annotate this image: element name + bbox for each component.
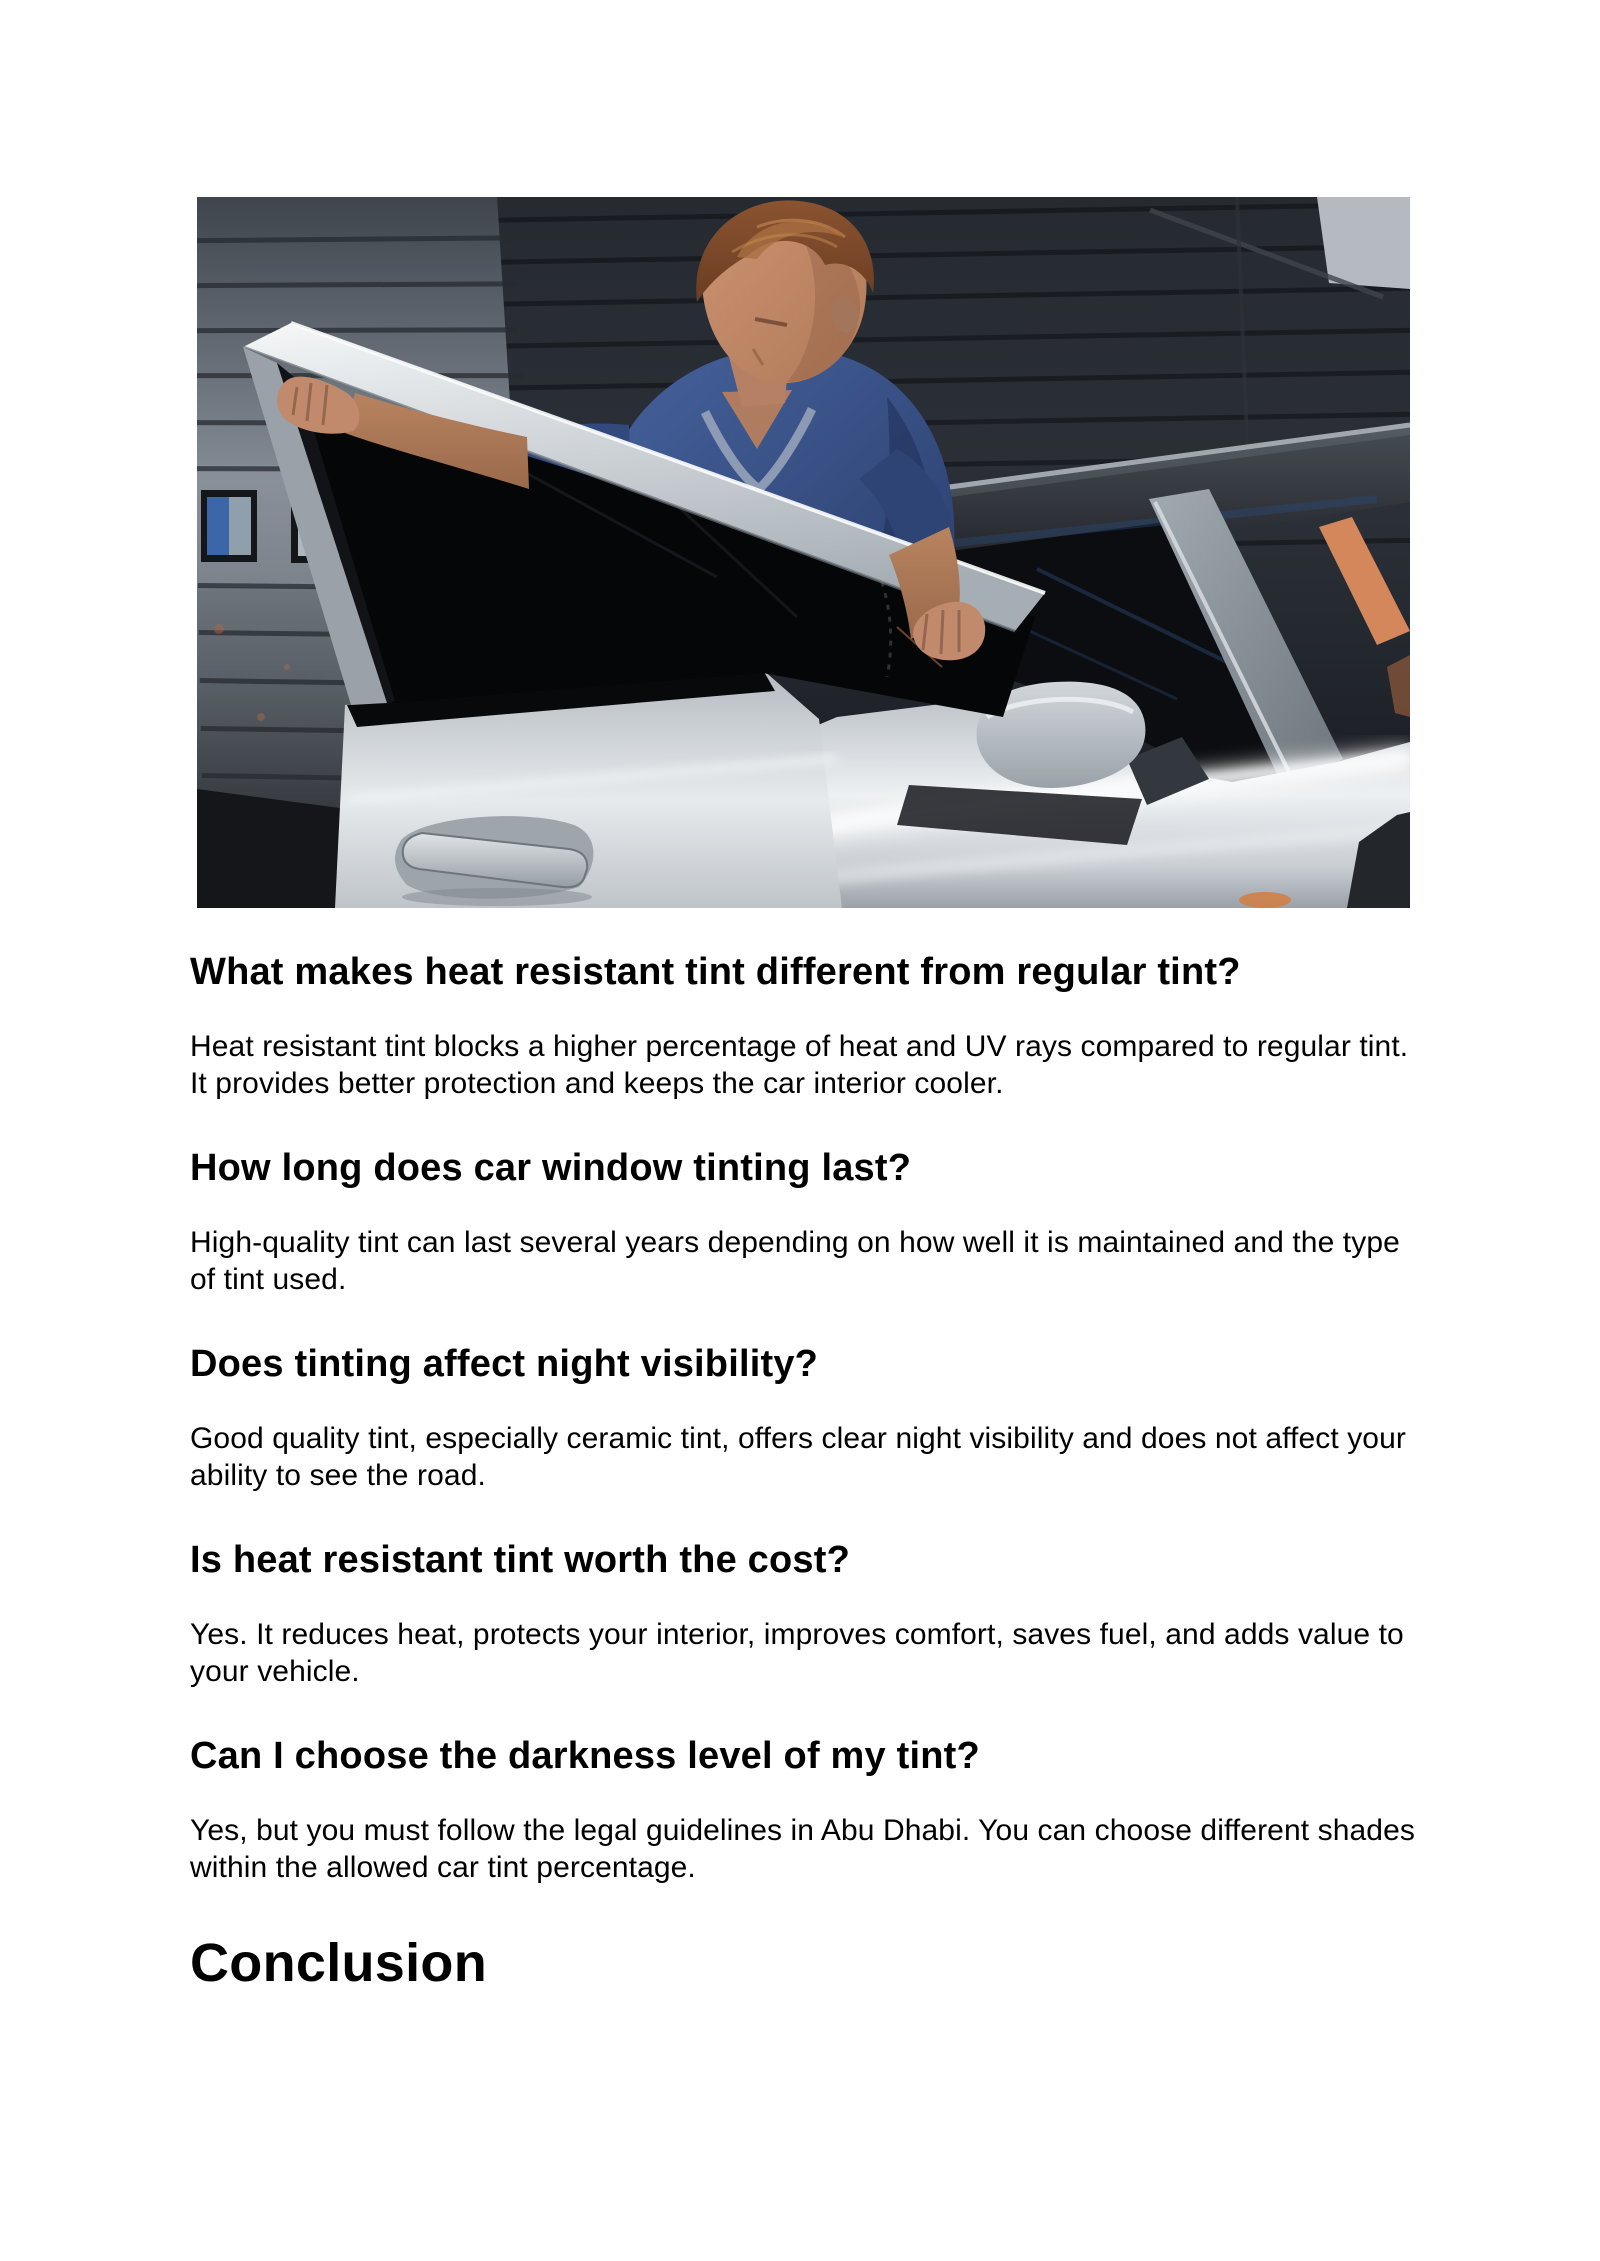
- faq-paragraph-5: Yes, but you must follow the legal guidelines in Abu Dhabi. You can choose different shades within the allowed car tint percentage.: [190, 1814, 1415, 1884]
- faq-heading-3: Does tinting affect night visibility?: [190, 1343, 819, 1385]
- tint-photo-illustration: [197, 197, 1410, 908]
- car-door: [335, 669, 842, 908]
- garage-window-left: [201, 490, 257, 562]
- faq-paragraph-3: Good quality tint, especially ceramic tint, offers clear night visibility and does not affect your ability to see the road.: [190, 1422, 1406, 1492]
- door-handle: [395, 816, 593, 906]
- turn-signal-light: [1239, 892, 1291, 908]
- faq-paragraph-2: High-quality tint can last several years depending on how well it is maintained and the type of tint used.: [190, 1226, 1400, 1296]
- hero-image: [197, 197, 1410, 908]
- faq-heading-2: How long does car window tinting last?: [190, 1147, 912, 1189]
- faq-paragraph-1: Heat resistant tint blocks a higher percentage of heat and UV rays compared to regular tint. It provides better protection and keeps the car interior cooler.: [190, 1030, 1409, 1100]
- faq-heading-1: What makes heat resistant tint different from regular tint?: [190, 951, 1241, 993]
- conclusion-heading: Conclusion: [190, 1933, 487, 1993]
- faq-heading-5: Can I choose the darkness level of my tint?: [190, 1735, 980, 1777]
- faq-paragraph-4: Yes. It reduces heat, protects your interior, improves comfort, saves fuel, and adds value to your vehicle.: [190, 1618, 1404, 1688]
- faq-heading-4: Is heat resistant tint worth the cost?: [190, 1539, 851, 1581]
